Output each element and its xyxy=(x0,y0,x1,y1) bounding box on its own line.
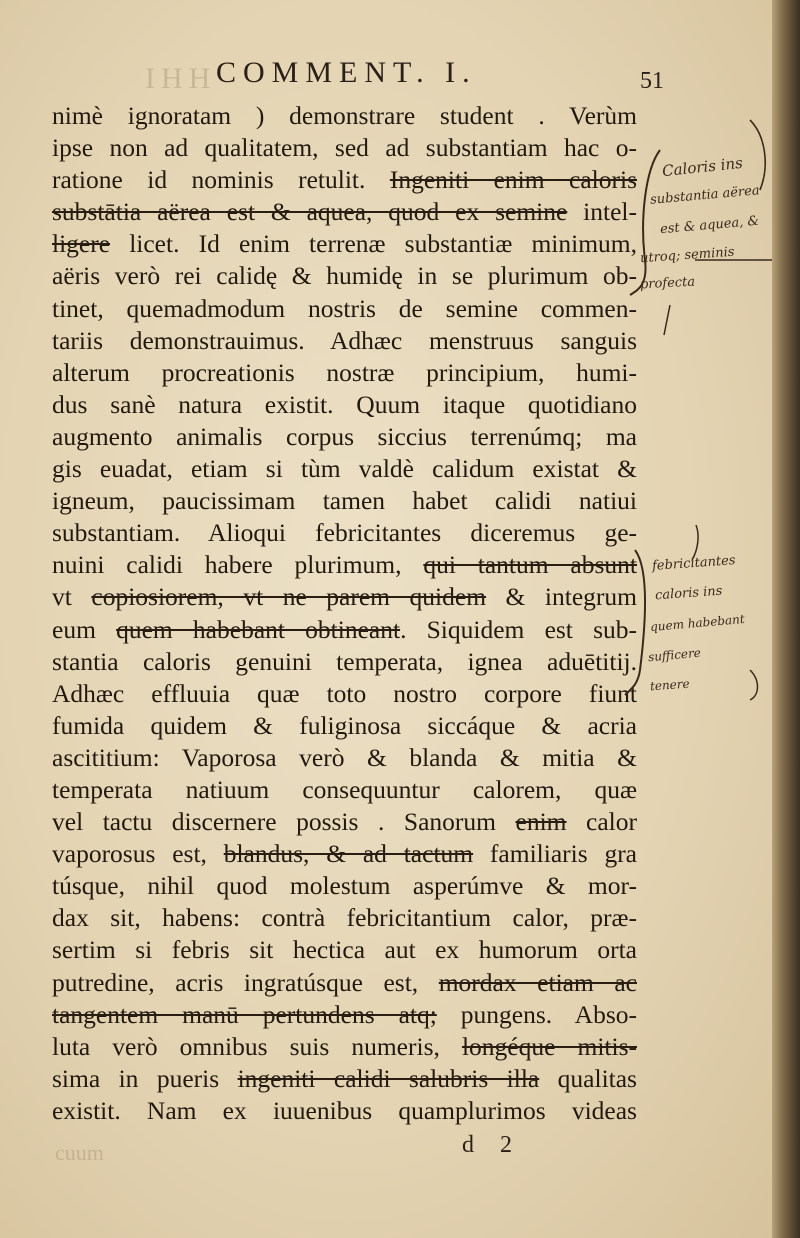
show-through-text: IHH xyxy=(145,62,217,95)
margin-note: profecta xyxy=(639,274,696,293)
text-line xyxy=(52,164,637,196)
text-segment: alterum procreationis nostræ principium, humi- xyxy=(52,357,637,387)
margin-note: est & aquea, & xyxy=(659,213,760,238)
text-line xyxy=(52,742,637,774)
text-segment: ratione id nominis retulit. xyxy=(52,165,390,195)
text-line xyxy=(52,646,637,678)
text-line xyxy=(52,999,637,1031)
text-segment: túsque, nihil quod molestum asperúmve & mor- xyxy=(52,871,637,901)
text-segment: substantiam. Alioqui febricitantes diceremus ge- xyxy=(52,518,637,548)
text-segment: aëris verò rei calidę & humidę in se plurimum ob- xyxy=(52,261,637,291)
text-segment: tariis demonstrauimus. Adhæc menstruus sanguis xyxy=(52,325,637,355)
text-segment: ascititium: Vaporosa verò & blanda & mitia & xyxy=(52,742,637,772)
book-gutter xyxy=(772,0,800,1238)
text-line xyxy=(52,453,637,485)
margin-note: quem habebant xyxy=(649,611,746,635)
text-segment: luta verò omnibus suis numeris, xyxy=(52,1031,462,1061)
margin-note: utroq; seminis xyxy=(639,244,735,267)
text-segment: gis euadat, etiam si tùm valdè calidum existat & xyxy=(52,454,637,484)
text-segment: sima in pueris xyxy=(52,1063,238,1093)
text-segment: intel- xyxy=(567,197,637,227)
text-line xyxy=(52,614,637,646)
struck-text: qui tantum absunt xyxy=(423,550,637,580)
text-segment: licet. Id enim terrenæ substantiæ minimum, xyxy=(110,229,637,259)
text-line xyxy=(52,357,637,389)
text-line xyxy=(52,678,637,710)
text-segment: eum xyxy=(52,614,117,644)
margin-note: Caloris ins xyxy=(661,153,744,181)
text-line xyxy=(52,549,637,581)
text-segment: calor xyxy=(566,807,637,837)
text-segment: . Siquidem est sub- xyxy=(400,614,637,644)
text-line xyxy=(52,293,637,325)
margin-note: tenere xyxy=(649,676,691,694)
text-line xyxy=(52,100,637,132)
text-line xyxy=(52,421,637,453)
text-segment: stantia caloris genuini temperata, ignea aduētitij. xyxy=(52,646,637,676)
text-segment: familiaris gra xyxy=(473,839,637,869)
text-line xyxy=(52,581,637,613)
text-line xyxy=(52,196,637,228)
text-line xyxy=(52,902,637,934)
struck-text: ingeniti calidi salubris illa xyxy=(237,1063,540,1093)
text-line xyxy=(52,485,637,517)
running-head: COMMENT. I. xyxy=(216,56,477,89)
text-segment: dus sanè natura existit. Quum itaque quotidiano xyxy=(52,389,637,419)
text-line xyxy=(52,710,637,742)
text-segment: pungens. Abso- xyxy=(436,999,637,1029)
text-segment: Adhæc effluuia quæ toto nostro corpore fiunt xyxy=(52,678,637,708)
text-line xyxy=(52,228,637,260)
text-line xyxy=(52,260,637,292)
text-line xyxy=(52,1095,637,1127)
text-line xyxy=(52,806,637,838)
margin-note: febricitantes xyxy=(651,553,736,574)
text-line xyxy=(52,1063,637,1095)
text-line xyxy=(52,774,637,806)
text-segment: ipse non ad qualitatem, sed ad substantiam hac o- xyxy=(52,133,637,163)
signature-mark: d 2 xyxy=(462,1132,522,1158)
text-segment: existit. Nam ex iuuenibus quamplurimos videas xyxy=(52,1095,637,1125)
text-segment: fumida quidem & fuliginosa siccáque & acria xyxy=(52,710,637,740)
text-segment: tinet, quemadmodum nostris de semine commen- xyxy=(52,293,637,323)
text-segment: igneum, paucissimam tamen habet calidi natiui xyxy=(52,486,637,516)
text-segment: temperata natiuum consequuntur calorem, quæ xyxy=(52,774,637,804)
text-segment: vel tactu discernere possis . Sanorum xyxy=(52,807,516,837)
text-segment: nuini calidi habere plurimum, xyxy=(52,550,424,580)
text-line xyxy=(52,870,637,902)
margin-note: substantia aërea xyxy=(649,183,761,208)
page-number: 51 xyxy=(640,68,664,94)
text-segment: nimè ignoratam ) demonstrare student . Verùm xyxy=(52,101,637,130)
text-line xyxy=(52,132,637,164)
text-line xyxy=(52,1031,637,1063)
struck-text: copiosiorem, vt ne parem quidem xyxy=(91,582,487,612)
struck-text: Ingeniti enim caloris xyxy=(389,165,637,195)
struck-text: substātia aërea est & aquea, quod ex semine xyxy=(52,197,568,227)
text-line xyxy=(52,934,637,966)
text-line xyxy=(52,325,637,357)
text-segment: putredine, acris ingratúsque est, xyxy=(52,967,439,997)
text-line xyxy=(52,838,637,870)
text-line xyxy=(52,517,637,549)
text-segment: vt xyxy=(52,582,92,612)
text-segment: dax sit, habens: contrà febricitantium calor, præ- xyxy=(52,903,637,933)
struck-text: quem habebant obtineant xyxy=(116,614,401,644)
text-segment: sertim si febris sit hectica aut ex humorum orta xyxy=(52,935,637,965)
struck-text: blandus, & ad tactum xyxy=(223,839,474,869)
struck-text: enim xyxy=(515,807,567,837)
struck-text: tangentem manū pertundens atq; xyxy=(52,999,437,1029)
margin-note: caloris ins xyxy=(654,583,723,604)
margin-note: sufficere xyxy=(647,645,702,665)
body-text xyxy=(52,100,637,1127)
text-line xyxy=(52,389,637,421)
struck-text: longéque mitis- xyxy=(461,1031,637,1061)
show-through-text: cuum xyxy=(55,1140,104,1165)
text-segment: vaporosus est, xyxy=(52,839,224,869)
text-segment: qualitas xyxy=(539,1063,637,1093)
struck-text: ligere xyxy=(52,229,111,259)
text-segment: augmento animalis corpus siccius terrenúmq; ma xyxy=(52,421,637,451)
text-line xyxy=(52,967,637,999)
text-segment: & integrum xyxy=(486,582,637,612)
struck-text: mordax etiam ac xyxy=(438,967,637,997)
